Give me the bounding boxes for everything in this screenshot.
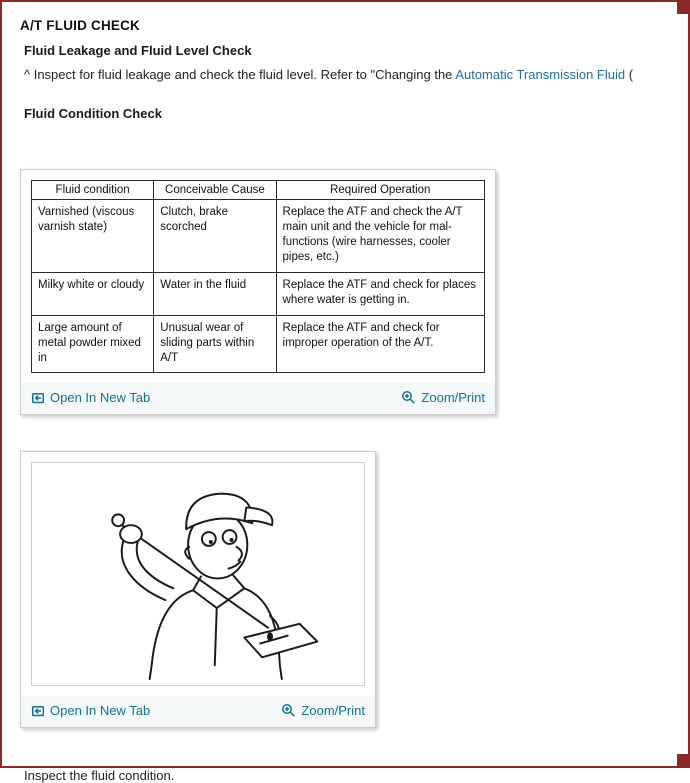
illustration-figure-image — [21, 452, 375, 696]
zoom-print-link[interactable] — [401, 390, 485, 405]
cell-condition-milky: Milky white or cloudy — [32, 272, 154, 315]
illustration-figure-panel — [20, 451, 376, 728]
illustration-figure-toolbar — [21, 696, 375, 727]
cell-cause-milky: Water in the fluid — [154, 272, 276, 315]
open-in-new-tab-icon — [31, 704, 45, 718]
table-figure-panel — [20, 169, 496, 415]
cell-operation-milky: Replace the ATF and check for places where water is getting in. — [276, 272, 484, 315]
table-row — [32, 315, 485, 373]
table-header-row — [32, 181, 485, 200]
lead-text-suffix: ( — [625, 67, 634, 82]
cell-cause-metal-powder: Unusual wear of sliding parts within A/T — [154, 315, 276, 373]
scrollbar-top-mark[interactable] — [677, 2, 688, 14]
table-figure-toolbar — [21, 383, 495, 414]
lead-text-prefix: ^ Inspect for fluid leakage and check the fluid level. Refer to "Changing the — [24, 67, 456, 82]
cell-operation-metal-powder: Replace the ATF and check for improper operation of the A/T. — [276, 315, 484, 373]
table-row — [32, 200, 485, 273]
fluid-condition-table — [31, 180, 485, 373]
table-row — [32, 272, 485, 315]
open-in-new-tab-icon — [31, 391, 45, 405]
mechanic-dipstick-illustration — [33, 468, 363, 680]
cell-cause-varnished: Clutch, brake scorched — [154, 200, 276, 273]
cell-condition-metal-powder: Large amount of metal powder mixed in — [32, 315, 154, 373]
zoom-print-label: Zoom/Print — [301, 703, 365, 719]
cell-condition-varnished: Varnished (viscous varnish state) — [32, 200, 154, 273]
scrollbar-bottom-mark[interactable] — [677, 754, 688, 766]
column-header-required-operation: Required Operation — [276, 181, 484, 200]
lead-paragraph — [24, 67, 686, 82]
cell-operation-varnished: Replace the ATF and check the A/T main unit and the vehicle for mal-functions (wire harnesses, cooler pipes, etc.) — [276, 200, 484, 273]
section-heading-fluid-leakage: Fluid Leakage and Fluid Level Check — [24, 43, 252, 58]
zoom-print-link[interactable] — [281, 703, 365, 718]
page-title: A/T FLUID CHECK — [20, 18, 140, 33]
automatic-transmission-fluid-link[interactable]: Automatic Transmission Fluid — [455, 67, 626, 82]
column-header-fluid-condition: Fluid condition — [32, 181, 154, 200]
magnifier-plus-icon — [401, 390, 416, 405]
open-in-new-tab-link[interactable] — [31, 390, 150, 405]
open-in-new-tab-label: Open In New Tab — [50, 703, 151, 719]
illustration-frame — [31, 462, 365, 686]
section-heading-fluid-condition: Fluid Condition Check — [24, 106, 162, 121]
table-figure-image — [21, 170, 495, 383]
open-in-new-tab-label: Open In New Tab — [50, 390, 151, 406]
column-header-conceivable-cause: Conceivable Cause — [154, 181, 276, 200]
closing-instruction: Inspect the fluid condition. — [24, 768, 175, 783]
magnifier-plus-icon — [281, 703, 296, 718]
open-in-new-tab-link[interactable] — [31, 703, 150, 718]
document-content — [2, 2, 688, 783]
zoom-print-label: Zoom/Print — [421, 390, 485, 406]
